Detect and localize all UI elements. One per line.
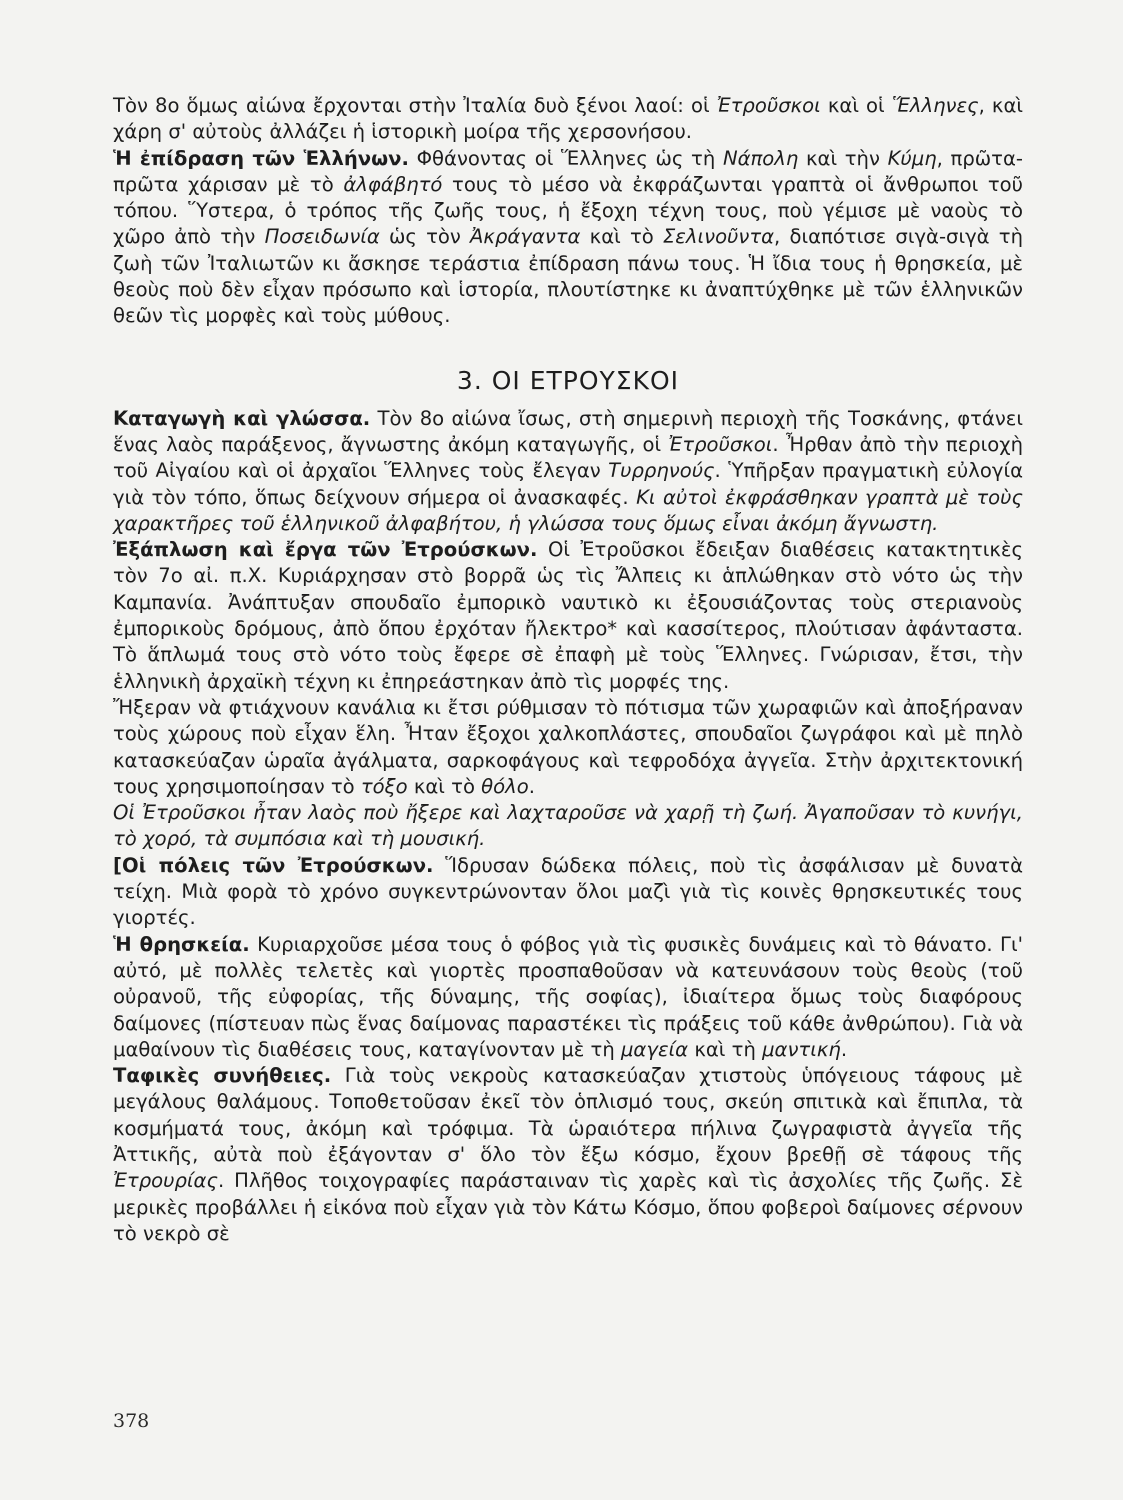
expansion-paragraph [113, 537, 1023, 695]
origin-paragraph [113, 406, 1023, 537]
text-run: , πρῶτα-πρῶτα χάρισαν μὲ τὸ [113, 146, 1023, 196]
text-run: Ἵδρυσαν δώδεκα πόλεις, ποὺ τὶς ἀσφάλισαν μὲ δυνατὰ τείχη. Μιὰ φορὰ τὸ χρόνο συγκεντρώνονταν ὅλοι μαζὶ γιὰ τὶς κοινὲς θρησκευτικές τους γιορτές. [113, 853, 1023, 930]
body-text [113, 93, 1023, 1247]
page-number: 378 [113, 1410, 150, 1432]
joy-of-life-paragraph: Οἱ Ἐτροῦσκοι ἦταν λαὸς ποὺ ἤξερε καὶ λαχταροῦσε νὰ χαρῇ τὴ ζωή. Ἀγαποῦσαν τὸ κυνήγι, τὸ χορό, τὰ συμπόσια καὶ τὴ μουσική. [113, 801, 1023, 851]
paragraph-heading: Ἐξάπλωση καὶ ἔργα τῶν Ἐτρούσκων. [113, 538, 538, 562]
paragraph-heading: Ἡ ἐπίδραση τῶν Ἑλλήνων. [113, 146, 409, 170]
paragraph-heading: Καταγωγὴ καὶ γλώσσα. [113, 406, 371, 430]
text-run: Κυριαρχοῦσε μέσα τους ὁ φόβος γιὰ τὶς φυσικὲς δυνάμεις καὶ τὸ θάνατο. Γι' αὐτό, μὲ πολλὲς τελετὲς καὶ γιορτὲς προσπαθοῦσαν νὰ κατευνάσουν τοὺς θεοὺς (τοῦ οὐρανοῦ, τῆς εὐφορίας, τῆς δύναμης, τῆς σοφίας), ἰδιαίτερα ὅμως τοὺς διαφόρους δαίμονες (πίστευαν πὼς ἕνας δαίμονας παραστέκει τὶς πράξεις τοῦ κάθε ἀνθρώπου). Γιὰ νὰ μαθαίνουν τὶς διαθέσεις τους, καταγίνονταν μὲ τὴ [113, 932, 1023, 1061]
text-run: . Πλῆθος τοιχογραφίες παράσταιναν τὶς χαρὲς καὶ τὶς ἀσχολίες τῆς ζωῆς. Σὲ μερικὲς προβάλλει ἡ εἰκόνα ποὺ εἶχαν γιὰ τὸν Κάτω Κόσμο, ὅπου φοβεροὶ δαίμονες σέρνουν τὸ νεκρὸ σὲ [113, 1169, 1023, 1245]
cities-paragraph [113, 853, 1023, 932]
text-run: καὶ οἱ [820, 94, 892, 117]
paragraph-heading: Ταφικὲς συνήθειες. [113, 1064, 332, 1088]
italic-term: Ἐτροῦσκοι [668, 432, 773, 456]
italic-term: Κύμη [887, 146, 937, 170]
italic-term: Ἕλληνες [891, 94, 979, 117]
italic-term: Ἐτροῦσκοι [716, 94, 821, 117]
text-run: . Ὑπῆρξαν πραγματικὴ εὐλογία γιὰ τὸν τόπο, ὅπως δείχνουν σήμερα οἱ ἀνασκαφές. [113, 459, 1023, 509]
text-run: Γιὰ τοὺς νεκροὺς κατασκεύαζαν χτιστοὺς ὑπόγειους τάφους μὲ μεγάλους θαλάμους. Τοποθετοῦσαν ἐκεῖ τὸν ὁπλισμό τους, σκεύη σπιτικὰ καὶ ἔπιπλα, τὰ κοσμήματά τους, ἀκόμη καὶ τρόφιμα. Τὰ ὡραιότερα πήλινα ζωγραφιστὰ ἀγγεῖα τῆς Ἀττικῆς, αὐτὰ ποὺ ἐξάγονταν σ' ὅλο τὸν ἔξω κόσμο, ἔχουν βρεθῇ σὲ τάφους τῆς [113, 1064, 1024, 1166]
paragraph-heading: [Οἱ πόλεις τῶν Ἐτρούσκων. [113, 853, 434, 877]
burial-paragraph [113, 1063, 1023, 1247]
italic-term: Ποσειδωνία [264, 225, 380, 249]
text-run: καὶ τὴν [798, 146, 888, 170]
text-run: τους τὸ μέσο νὰ ἐκφράζωνται γραπτὰ οἱ ἄνθρωποι τοῦ τόπου. Ὕστερα, ὁ τρόπος τῆς ζωῆς τους, ἡ ἔξοχη τέχνη τους, ποὺ γέμισε μὲ ναοὺς τὸ χῶρο ἀπὸ τὴν [113, 172, 1023, 249]
italic-term: μαγεία [620, 1037, 689, 1061]
text-run: , διαπότισε σιγὰ-σιγὰ τὴ ζωὴ τῶν Ἰταλιωτῶν κι ἄσκησε τεράστια ἐπίδραση πάνω τους. Ἡ ἴδια τους ἡ θρησκεία, μὲ θεοὺς ποὺ δὲν εἶχαν πρόσωπο καὶ ἱστορία, πλουτίστηκε κι ἀναπτύχθηκε μὲ τῶν ἑλληνικῶν θεῶν τὶς μορφὲς καὶ τοὺς μύθους. [113, 225, 1023, 328]
text-run: . Ἦρθαν ἀπὸ τὴν περιοχὴ τοῦ Αἰγαίου καὶ οἱ ἀρχαῖοι Ἕλληνες τοὺς ἔλεγαν [113, 432, 1023, 483]
italic-term: τόξο [360, 774, 408, 798]
text-run: , καὶ χάρη σ' αὐτοὺς ἀλλάζει ἡ ἱστορικὴ μοίρα τῆς χερσονήσου. [113, 94, 1023, 144]
paragraph-heading: Ἡ θρησκεία. [113, 932, 250, 956]
italic-term: Ἐτρουρίας [113, 1169, 218, 1193]
italic-term: Τυρρηνούς [608, 459, 715, 483]
text-run: Φθάνοντας οἱ Ἕλληνες ὡς τὴ [408, 146, 723, 170]
text-run: καὶ τὸ [580, 225, 663, 249]
italic-sentence: Κι αὐτοὶ ἐκφράσθηκαν γραπτὰ μὲ τοὺς χαρακτῆρες τοῦ ἑλληνικοῦ ἀλφαβήτου, ἡ γλώσσα τους ὅμως εἶναι ἀκόμη ἄγνωστη. [113, 485, 1023, 535]
section-title: 3. ΟΙ ΕΤΡΟΥΣΚΟΙ [456, 365, 680, 395]
text-run: . [528, 774, 535, 798]
italic-term: Νάπολη [722, 146, 799, 170]
greek-influence-paragraph [113, 146, 1023, 330]
italic-term: ἀλφάβητό [343, 172, 443, 196]
religion-paragraph [113, 932, 1023, 1063]
italic-term: μαντική [762, 1037, 841, 1061]
text-run: Τὸν 8ο ὅμως αἰώνα ἔρχονται στὴν Ἰταλία δυὸ ξένοι λαοί: οἱ [113, 94, 717, 117]
text-run: καὶ τὴ [688, 1037, 763, 1061]
works-paragraph [113, 695, 1023, 800]
text-run: Τὸν 8ο αἰώνα ἴσως, στὴ σημερινὴ περιοχὴ τῆς Τοσκάνης, φτάνει ἕνας λαὸς παράξενος, ἄγνωστης ἀκόμη καταγωγῆς, οἱ [113, 406, 1023, 456]
intro-paragraph [113, 93, 1023, 146]
text-run: . [840, 1037, 848, 1061]
text-run: Ἤξεραν νὰ φτιάχνουν κανάλια κι ἔτσι ρύθμισαν τὸ πότισμα τῶν χωραφιῶν καὶ ἀποξήραναν τοὺς χώρους ποὺ εἶχαν ἕλη. Ἦταν ἔξοχοι χαλκοπλάστες, σπουδαῖοι ζωγράφοι καὶ μὲ πηλὸ κατασκεύαζαν ὡραῖα ἀγάλματα, σαρκοφάγους καὶ τεφροδόχα ἀγγεῖα. Στὴν ἀρχιτεκτονική τους χρησιμοποίησαν τὸ [113, 695, 1023, 798]
text-run: Οἱ Ἐτροῦσκοι ἔδειξαν διαθέσεις κατακτητικὲς τὸν 7ο αἰ. π.Χ. Κυριάρχησαν στὸ βορρᾶ ὡς τὶς Ἄλπεις κι ἁπλώθηκαν στὸ νότο ὡς τὴν Καμπανία. Ἀνάπτυξαν σπουδαῖο ἐμπορικὸ ναυτικὸ κι ἐξουσιάζοντας τοὺς στεριανοὺς ἐμπορικοὺς δρόμους, ἀπὸ ὅπου ἐρχόταν ἤλεκτρο* καὶ κασσίτερος, πλούτισαν ἀφάνταστα. Τὸ ἅπλωμά τους στὸ νότο τοὺς ἔφερε σὲ ἐπαφὴ μὲ τοὺς Ἕλληνες. Γνώρισαν, ἔτσι, τὴν ἑλληνικὴ ἀρχαϊκὴ τέχνη κι ἐπηρεάστηκαν ἀπὸ τὶς μορφές της. [113, 538, 1023, 693]
text-run: ὡς τὸν [379, 225, 470, 249]
text-run: καὶ τὸ [407, 774, 482, 798]
italic-term: Ἀκράγαντα [470, 225, 581, 249]
italic-term: Σελινοῦντα [662, 225, 775, 249]
italic-term: θόλο [481, 774, 529, 798]
